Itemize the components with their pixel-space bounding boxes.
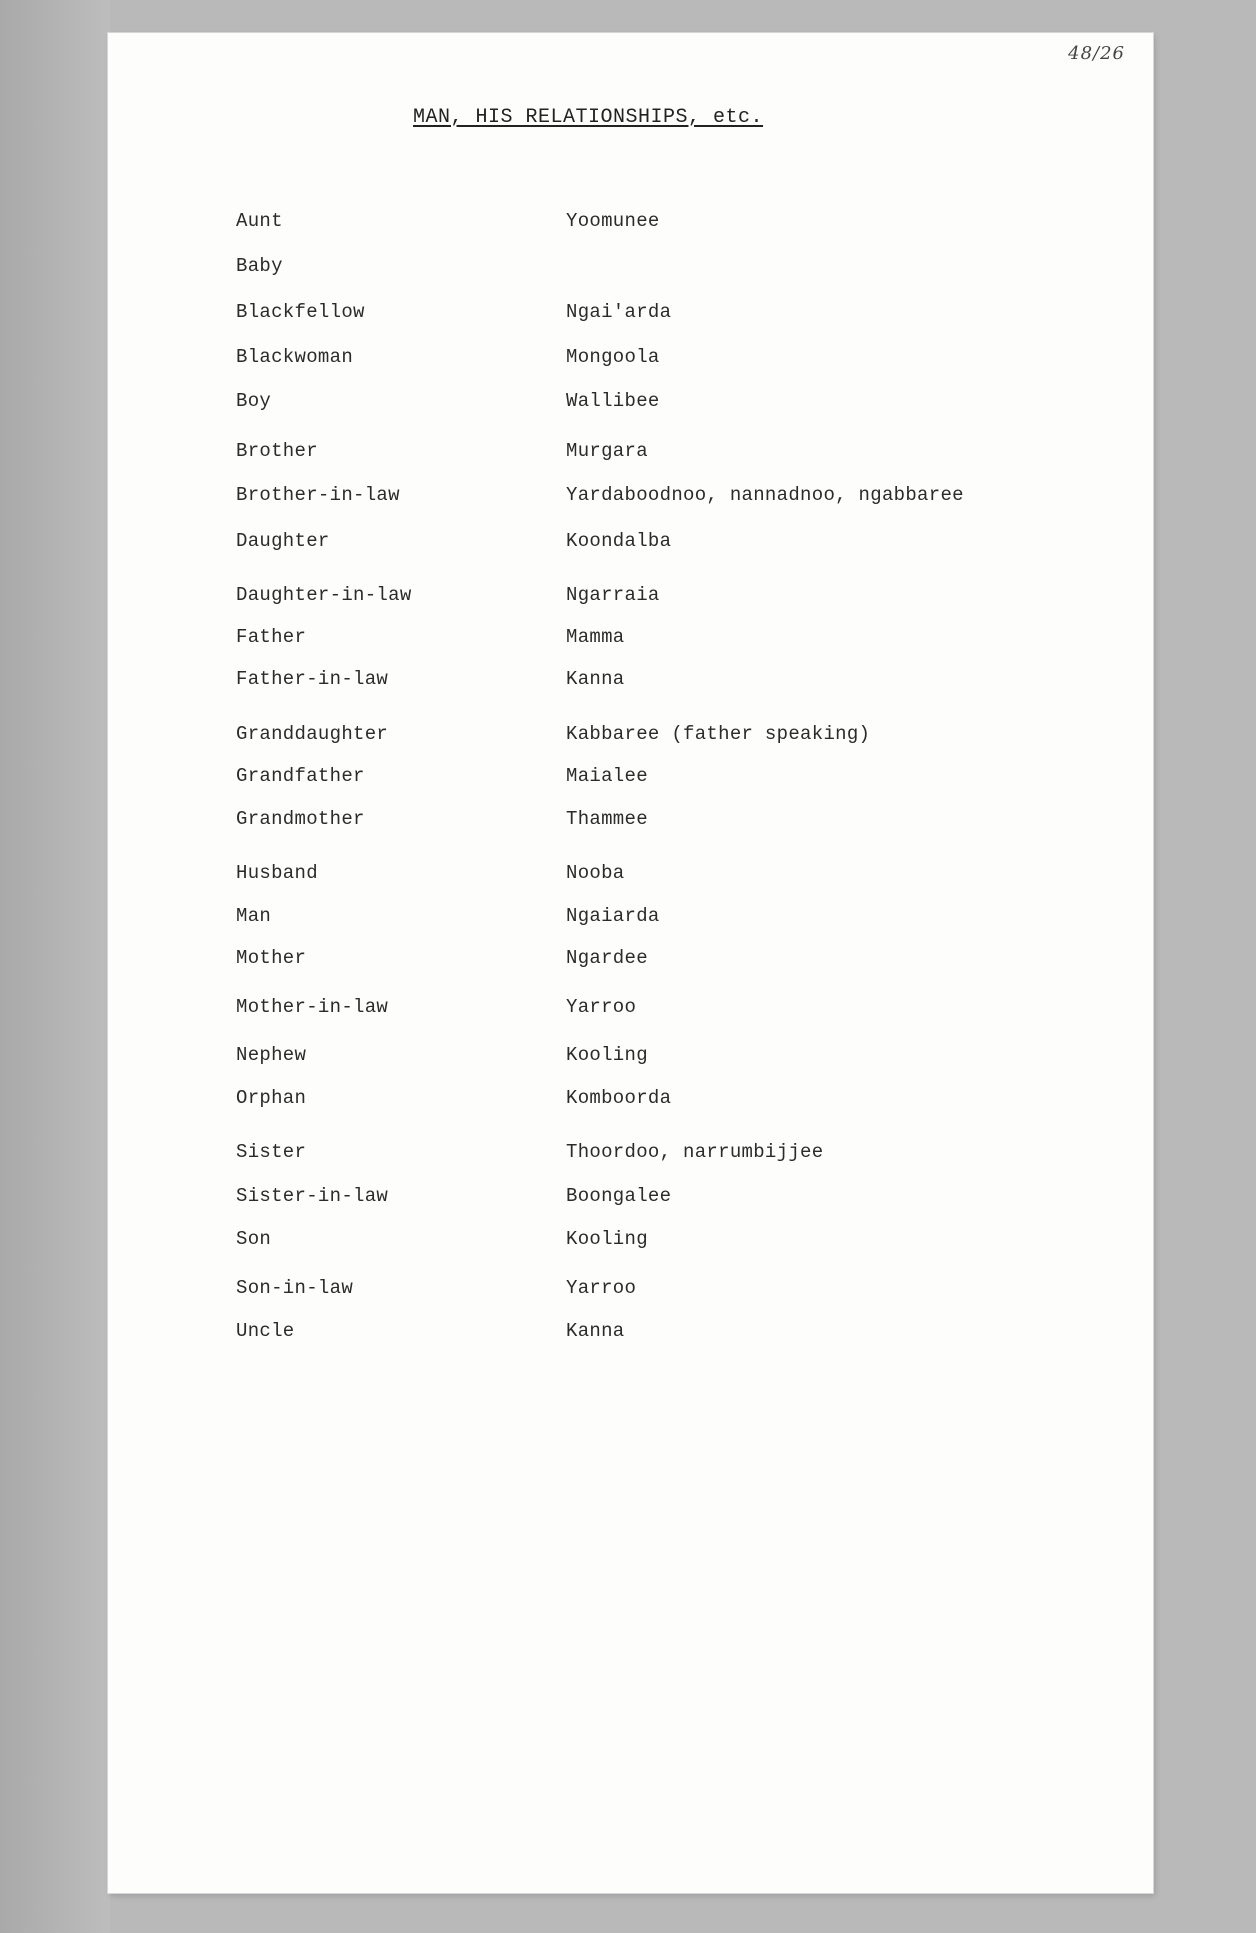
english-term: Boy <box>236 390 272 412</box>
native-term: Ngai'arda <box>566 301 672 323</box>
native-term: Thammee <box>566 808 648 830</box>
list-item <box>108 346 1153 374</box>
native-term: Kanna <box>566 668 625 690</box>
list-item <box>108 626 1153 654</box>
list-item <box>108 390 1153 418</box>
english-term: Mother <box>236 947 307 969</box>
native-term: Ngardee <box>566 947 648 969</box>
native-term: Mamma <box>566 626 625 648</box>
page-title: MAN, HIS RELATIONSHIPS, etc. <box>413 106 764 129</box>
english-term: Nephew <box>236 1044 307 1066</box>
english-term: Blackwoman <box>236 346 354 368</box>
native-term: Thoordoo, narrumbijjee <box>566 1141 824 1163</box>
list-item <box>108 1277 1153 1305</box>
native-term: Yarroo <box>566 1277 637 1299</box>
english-term: Grandmother <box>236 808 365 830</box>
english-term: Blackfellow <box>236 301 365 323</box>
native-term: Koondalba <box>566 530 672 552</box>
english-term: Grandfather <box>236 765 365 787</box>
list-item <box>108 947 1153 975</box>
native-term: Mongoola <box>566 346 660 368</box>
scan-backdrop <box>0 0 110 1933</box>
list-item <box>108 765 1153 793</box>
list-item <box>108 668 1153 696</box>
english-term: Orphan <box>236 1087 307 1109</box>
native-term: Murgara <box>566 440 648 462</box>
list-item <box>108 584 1153 612</box>
english-term: Aunt <box>236 210 283 232</box>
english-term: Baby <box>236 255 283 277</box>
list-item <box>108 1087 1153 1115</box>
english-term: Sister <box>236 1141 307 1163</box>
english-term: Daughter-in-law <box>236 584 412 606</box>
list-item <box>108 301 1153 329</box>
list-item <box>108 1044 1153 1072</box>
native-term: Yarroo <box>566 996 637 1018</box>
list-item <box>108 1228 1153 1256</box>
english-term: Son-in-law <box>236 1277 354 1299</box>
page-number: 48/26 <box>1068 43 1125 64</box>
english-term: Man <box>236 905 272 927</box>
native-term: Kooling <box>566 1044 648 1066</box>
list-item <box>108 808 1153 836</box>
native-term: Yardaboodnoo, nannadnoo, ngabbaree <box>566 484 964 506</box>
list-item <box>108 996 1153 1024</box>
native-term: Nooba <box>566 862 625 884</box>
native-term: Ngarraia <box>566 584 660 606</box>
native-term: Kabbaree (father speaking) <box>566 723 871 745</box>
native-term: Wallibee <box>566 390 660 412</box>
list-item <box>108 862 1153 890</box>
native-term: Kooling <box>566 1228 648 1250</box>
english-term: Sister-in-law <box>236 1185 389 1207</box>
english-term: Brother-in-law <box>236 484 400 506</box>
english-term: Husband <box>236 862 318 884</box>
list-item <box>108 1320 1153 1348</box>
list-item <box>108 484 1153 512</box>
english-term: Uncle <box>236 1320 295 1342</box>
english-term: Brother <box>236 440 318 462</box>
english-term: Father-in-law <box>236 668 389 690</box>
list-item <box>108 905 1153 933</box>
english-term: Daughter <box>236 530 330 552</box>
english-term: Granddaughter <box>236 723 389 745</box>
english-term: Father <box>236 626 307 648</box>
native-term: Maialee <box>566 765 648 787</box>
english-term: Son <box>236 1228 272 1250</box>
english-term: Mother-in-law <box>236 996 389 1018</box>
list-item <box>108 1141 1153 1169</box>
list-item <box>108 723 1153 751</box>
list-item <box>108 440 1153 468</box>
list-item <box>108 210 1153 238</box>
list-item <box>108 530 1153 558</box>
document-page <box>108 33 1153 1893</box>
native-term: Kanna <box>566 1320 625 1342</box>
list-item <box>108 255 1153 283</box>
native-term: Boongalee <box>566 1185 672 1207</box>
native-term: Ngaiarda <box>566 905 660 927</box>
native-term: Komboorda <box>566 1087 672 1109</box>
list-item <box>108 1185 1153 1213</box>
native-term: Yoomunee <box>566 210 660 232</box>
